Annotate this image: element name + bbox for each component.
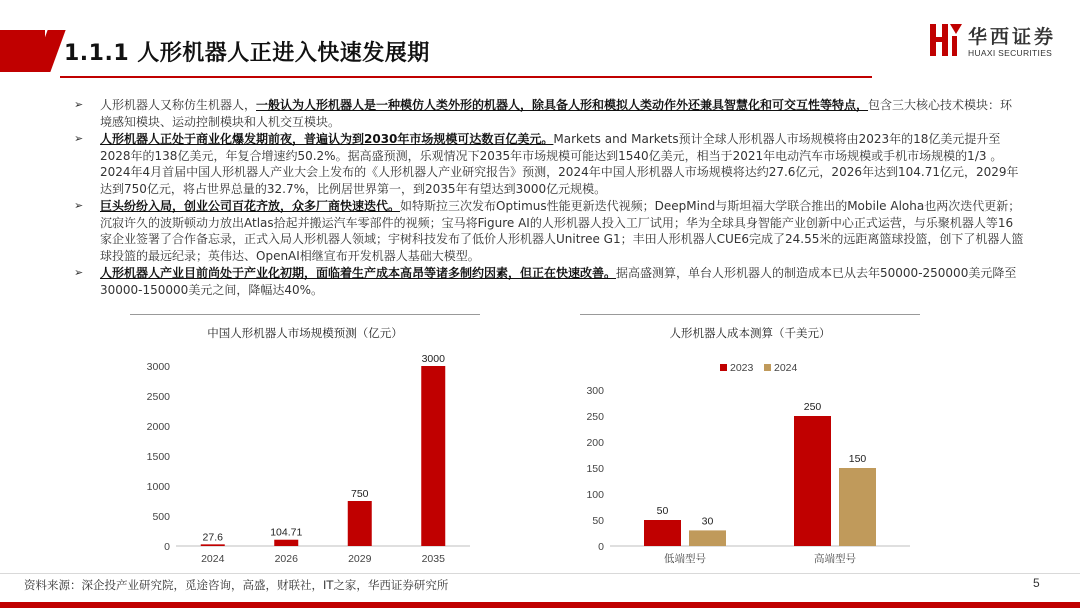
bullet-list bbox=[74, 97, 1024, 299]
arrow-bullet-icon: ➢ bbox=[74, 266, 84, 279]
source-note: 资料来源：深企投产业研究院，觅途咨询，高盛，财联社，IT之家，华西证券研究所 bbox=[24, 578, 449, 592]
data-label-2026: 104.71 bbox=[270, 526, 303, 539]
bullet-item-cost: ➢ 人形机器人产业目前尚处于产业化初期，面临着生产成本高昂等诸多制约因素，但正在快速改善。据高盛测算，单台人形机器人的制造成本已从去年50000-250000美元降至30000-150000美元之间，降幅达40%。 bbox=[74, 266, 1017, 297]
data-label-2023-1: 250 bbox=[803, 401, 822, 413]
footer-accent-bar bbox=[0, 602, 1080, 608]
legend-label-2024: 2024 bbox=[774, 362, 798, 374]
data-label-2024-1: 150 bbox=[848, 453, 867, 465]
title-underline bbox=[60, 76, 872, 78]
y-tick-label: 100 bbox=[586, 489, 604, 501]
market-size-chart-title: 中国人形机器人市场规模预测（亿元） bbox=[207, 326, 403, 340]
y-tick-label: 0 bbox=[598, 541, 604, 553]
arrow-bullet-icon: ➢ bbox=[74, 132, 84, 145]
huaxi-logo-mark-icon bbox=[928, 20, 964, 60]
market-size-chart bbox=[130, 338, 480, 568]
x-tick-label-2035: 2035 bbox=[421, 553, 445, 565]
bullet-highlight: 人形机器人产业目前尚处于产业化初期，面临着生产成本高昂等诸多制约因素，但正在快速改善。 bbox=[100, 266, 617, 280]
legend-label-2023: 2023 bbox=[730, 362, 754, 374]
data-label-2035: 3000 bbox=[421, 353, 445, 365]
footer-divider bbox=[0, 573, 1080, 574]
page-title: 1.1.1 人形机器人正进入快速发展期 bbox=[64, 41, 430, 66]
data-label-2023-0: 50 bbox=[656, 505, 669, 517]
y-tick-label: 2000 bbox=[146, 421, 170, 433]
bar-2023-0 bbox=[644, 520, 681, 546]
y-tick-label: 3000 bbox=[146, 361, 170, 373]
y-tick-label: 1500 bbox=[146, 451, 170, 463]
logo-text-en: HUAXI SECURITIES bbox=[968, 48, 1053, 58]
data-label-2024: 27.6 bbox=[202, 531, 223, 544]
huaxi-logo bbox=[928, 20, 1068, 64]
legend-swatch-2024 bbox=[764, 364, 771, 371]
bar-2029 bbox=[348, 501, 372, 546]
logo-text-cn: 华西证券 bbox=[968, 26, 1057, 48]
y-tick-label: 2500 bbox=[146, 391, 170, 403]
y-tick-label: 200 bbox=[586, 437, 604, 449]
y-tick-label: 0 bbox=[164, 541, 170, 553]
y-tick-label: 150 bbox=[586, 463, 604, 475]
x-tick-label-2029: 2029 bbox=[348, 553, 372, 565]
y-tick-label: 250 bbox=[586, 411, 604, 423]
bullet-item-definition: ➢ 人形机器人又称仿生机器人，一般认为人形机器人是一种模仿人类外形的机器人，除具备人形和模拟人类动作外还兼具智慧化和可交互性等特点，包含三大核心技术模块：环境感知模块、运动控制模块和人机交互模块。 bbox=[74, 98, 1013, 129]
arrow-bullet-icon: ➢ bbox=[74, 98, 84, 111]
y-tick-label: 500 bbox=[152, 511, 170, 523]
bar-2023-1 bbox=[794, 416, 831, 546]
x-tick-label-1: 高端型号 bbox=[814, 553, 856, 565]
y-tick-label: 1000 bbox=[146, 481, 170, 493]
bar-2024-1 bbox=[839, 468, 876, 546]
bullet-item-players: ➢ 巨头纷纷入局，创业公司百花齐放，众多厂商快速迭代。如特斯拉三次发布Optimus性能更新迭代视频；DeepMind与斯坦福大学联合推出的Mobile Aloha也两次迭代更新；沉寂许久的波斯顿动力放出Atlas拾起并搬运汽车零部件的视频；宝马将Figure AI的人形机器人投入工厂试用；华为全球具身智能产业创新中心正式运营，与乐聚机器人等16家企业签署了合作备忘录，正式入局人形机器人领域；宇树科技发布了低价人形机器人Unitree G1；丰田人形机器人CUE6完成了24.55米的远距离篮球投篮，创下了机器人篮球投篮的最远纪录；英伟达、OpenAI相继宣布开发机器人基础大模型。 bbox=[74, 199, 1024, 263]
x-tick-label-2026: 2026 bbox=[274, 553, 298, 565]
arrow-bullet-icon: ➢ bbox=[74, 199, 84, 212]
cost-chart-title: 人形机器人成本测算（千美元） bbox=[669, 326, 831, 340]
page-number: 5 bbox=[1033, 576, 1040, 590]
data-label-2029: 750 bbox=[350, 488, 369, 500]
bar-2026 bbox=[274, 540, 298, 546]
data-label-2024-0: 30 bbox=[701, 515, 714, 528]
y-tick-label: 50 bbox=[592, 515, 604, 527]
x-tick-label-0: 低端型号 bbox=[664, 553, 706, 565]
bullet-highlight: 一般认为人形机器人是一种模仿人类外形的机器人，除具备人形和模拟人类动作外还兼具智慧化和可交互性等特点， bbox=[256, 98, 869, 112]
bullet-highlight: 人形机器人正处于商业化爆发期前夜，普遍认为到2030年市场规模可达数百亿美元。 bbox=[100, 132, 554, 146]
bullet-item-market: ➢ 人形机器人正处于商业化爆发期前夜，普遍认为到2030年市场规模可达数百亿美元。Markets and Markets预计全球人形机器人市场规模将由2023年的18亿美元提升至2028年的138亿美元，年复合增速约50.2%。据高盛预测，乐观情况下2035年市场规模可能达到1540亿美元，相当于2021年电动汽车市场规模或手机市场规模的1/3 。2024年4月首届中国人形机器人产业大会上发布的《人形机器人产业研究报告》预测，2024年中国人形机器人市场规模将达约27.6亿元，2026年达到104.71亿元，2029年达到750亿元，将占世界总量的32.7%，比例居世界第一，到2035年有望达到3000亿元规模。 bbox=[74, 132, 1019, 196]
legend-swatch-2023 bbox=[720, 364, 727, 371]
bar-2024-0 bbox=[689, 530, 726, 546]
bullet-highlight: 巨头纷纷入局，创业公司百花齐放，众多厂商快速迭代。 bbox=[100, 199, 401, 213]
x-tick-label-2024: 2024 bbox=[201, 553, 225, 565]
bar-2035 bbox=[421, 366, 445, 546]
y-tick-label: 300 bbox=[586, 385, 604, 397]
cost-chart bbox=[580, 338, 920, 568]
bar-2024 bbox=[201, 544, 225, 546]
